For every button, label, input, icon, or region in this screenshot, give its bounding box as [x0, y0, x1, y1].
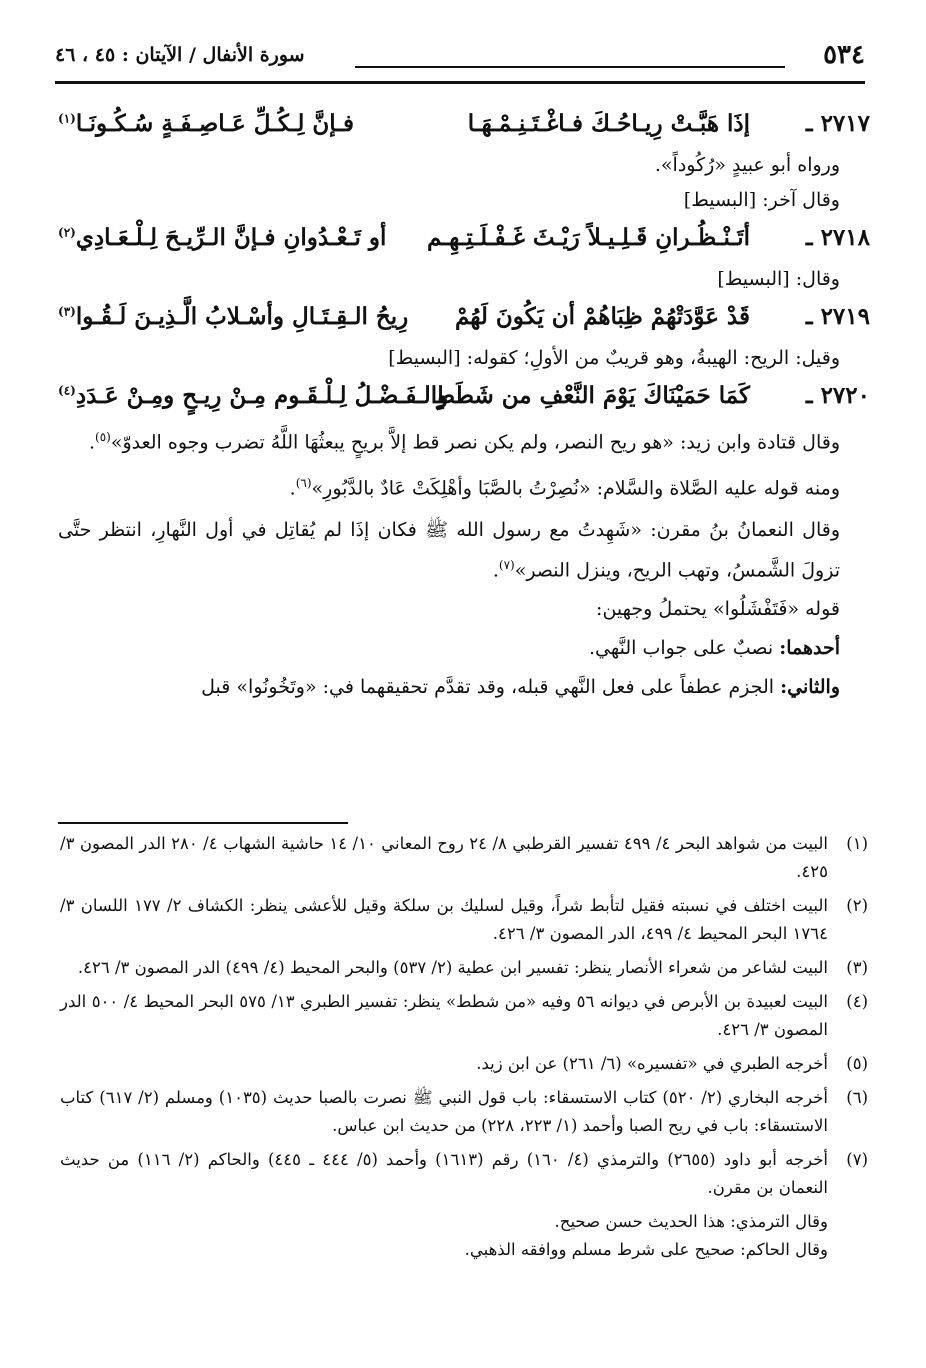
footnote-5: (٥) أخرجه الطبري في «تفسيره» (٦/ ٢٦١) عن ابن زيد.	[476, 1054, 868, 1073]
footnote-ref: (٥)	[95, 430, 111, 444]
verse-hemistich-first: قَدْ عَوَّدَتْهُمْ ظِبَاهُمْ أن يَكُونَ لَهُمْ	[454, 303, 750, 330]
footnote-4: (٤) البيت لعبيدة بن الأبرص في ديوانه ٥٦ وفيه «من شطط» ينظر: تفسير الطبري ١٣/ ٥٧٥ البحر المحيط ٤/ ٥٠٠ الدر المصون ٣/ ٤٢٦.	[60, 992, 868, 1039]
verse-2718	[58, 218, 870, 262]
footnote-7: (٧) أخرجه أبو داود (٢٦٥٥) والترمذي (٤/ ١٦٠) رقم (١٦١٣) وأحمد (٥/ ٤٤٤ ـ ٤٤٥) والحاكم (٢/ ١١٦) من حديث النعمان بن مقرن.	[60, 1150, 868, 1197]
verse-hemistich-second: فـإنَّ لِـكُـلِّ عَـاصِـفَـةٍ سُـكُـونَـا$^{(١)}$	[58, 110, 355, 137]
paragraph-qatada: وقال قتادة وابن زيد: «هو ريح النصر، ولم يكن نصر قط إلاَّ بريحٍ يبعثُهَا اللَّهُ تضرب وجوه العدوّ»$^{(٥)}$.	[88, 430, 840, 454]
verse-hemistich-second: رِيحُ الـقِـتَـالِ وأسْـلابُ الَّـذِيـنَ لَـقُـوا$^{(٣)}$	[58, 303, 409, 330]
main-text	[58, 104, 870, 705]
verse-2717	[58, 104, 870, 148]
footnote-7-hakim: وقال الحاكم: صحيح على شرط مسلم ووافقه الذهبي.	[464, 1240, 828, 1259]
footnote-separator	[58, 822, 348, 824]
footnote-6: (٦) أخرجه البخاري (٢/ ٥٢٠) كتاب الاستسقاء: باب قول النبي ﷺ نصرت بالصبا حديث (١٠٣٥) ومسلم (٢/ ٦١٧) كتاب الاستسقاء: باب في ريح الصبا وأحمد (١/ ٢٢٣، ٢٢٨) من حديث ابن عباس.	[60, 1088, 868, 1135]
verse-number: ٢٧٢٠ ـ	[805, 382, 870, 409]
footnote-ref: (٢)	[58, 225, 76, 240]
header-rule	[355, 66, 785, 68]
first-view-label: أحدهما:	[779, 636, 840, 659]
metre-label: [البسيط]	[717, 268, 790, 290]
footnote-ref: (٣)	[58, 304, 76, 319]
footnote-ref: (٧)	[498, 557, 515, 572]
verse-number: ٢٧١٧ ـ	[805, 110, 870, 137]
footnote-1: (١) البيت من شواهد البحر ٤/ ٤٩٩ تفسير القرطبي ٨/ ٢٤ روح المعاني ١٠/ ١٤ حاشية الشهاب ٤/ ٢٨٠ الدر المصون ٣/ ٤٢٥.	[60, 834, 868, 881]
page-number: ٥٣٤	[823, 40, 865, 70]
verse-hemistich-first: أتَـنْـظُـرانِ قَـلِـيـلاً رَيْـثَ غَـفْـلَـتِـهِـم	[427, 224, 750, 251]
footnote-ref: (١)	[58, 111, 76, 126]
paragraph-second-view: والثاني: الجزم عطفاً على فعل النَّهي قبله، وقد تقدَّم تحقيقهما في: «وتَخُونُوا» قبل	[201, 675, 840, 698]
verse-number: ٢٧١٩ ـ	[805, 303, 870, 330]
second-view-label: والثاني:	[780, 675, 840, 698]
paragraph-fatafshalu: قوله «فَتَفْشَلُوا» يحتملُ وجهين:	[596, 597, 840, 620]
text-line: وقال آخر: [البسيط]	[58, 183, 870, 218]
verse-2719	[58, 297, 870, 341]
verse-hemistich-first: إذَا هَبَّـتْ رِيـاحُـكَ فـاغْـتَـنِـمْـهَـا	[467, 110, 750, 137]
footnote-ref: (٦)	[295, 476, 312, 491]
footnote-7-tirmidhi: وقال الترمذي: هذا الحديث حسن صحيح.	[554, 1212, 828, 1231]
paragraph-first-view: أحدهما: نصبٌ على جواب النَّهي.	[588, 636, 840, 659]
verse-hemistich-second: أو تَـعْـدُوانِ فـإنَّ الـرِّيـحَ لِـلْـعَـادِي$^{(٢)}$	[58, 224, 387, 251]
text-line: وقال: [البسيط]	[58, 262, 870, 297]
footnote-2: (٢) البيت اختلف في نسبته فقيل لتأبط شراً، وقيل لسليك بن سلكة وقيل للأعشى ينظر: الكشاف ٢/ ١٧٧ اللسان ٣/ ١٧٦٤ البحر المحيط ٤/ ٤٩٩، الدر المصون ٣/ ٤٢٦.	[60, 896, 868, 943]
running-title: سورة الأنفال / الآيتان : ٤٥ ، ٤٦	[55, 44, 305, 66]
verse-hemistich-first: كَمَا حَمَيْنَاكَ يَوْمَ النَّعْفِ من شَطَطٍ	[433, 382, 750, 409]
text-line: وقيل: الريح: الهيبةُ، وهو قريبٌ من الأولِ؛ كقوله: [البسيط]	[58, 341, 870, 376]
verse-2720	[58, 376, 870, 420]
text-line: ورواه أبو عبيدٍ «رُكُوداً».	[654, 154, 840, 176]
metre-label: [البسيط]	[388, 347, 461, 369]
footnote-3: (٣) البيت لشاعر من شعراء الأنصار ينظر: تفسير ابن عطية (٢/ ٥٣٧) والبحر المحيط (٤/ ٤٩٩) الدر المصون ٣/ ٤٢٦.	[77, 958, 868, 977]
footnote-ref: (٤)	[58, 383, 76, 398]
verse-number: ٢٧١٨ ـ	[805, 224, 870, 251]
footnotes	[60, 830, 868, 1264]
paragraph-numan: وقال النعمانُ بنُ مقرن: «شَهِدتُ مع رسول الله ﷺ فكان إذَا لم يُقاتِل في أول النَّهارِ، انتظر حتَّى تزولَ الشَّمسُ، وتهب الريح، وينزل النصر»$^{(٧)}$.	[58, 518, 840, 581]
metre-label: [البسيط]	[683, 189, 757, 211]
verse-hemistich-second: والـفَـضْـلُ لِـلْـقَـوم مِـنْ رِيـحٍ ومِـنْ عَـدَدِ$^{(٤)}$	[58, 382, 449, 409]
page-header	[55, 40, 865, 84]
header-divider	[55, 81, 865, 84]
paragraph-hadith-saba: ومنه قوله عليه الصَّلاة والسَّلام: «نُصِرْتُ بالصَّبَا وأهْلِكَتْ عَادٌ بالدَّبُورِ»$^{(٦)}$.	[289, 476, 840, 500]
